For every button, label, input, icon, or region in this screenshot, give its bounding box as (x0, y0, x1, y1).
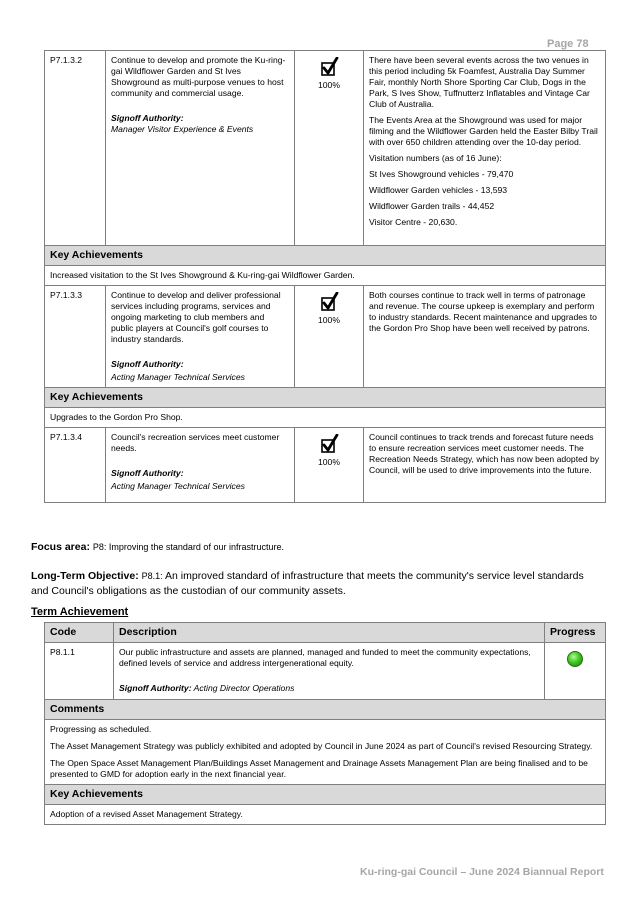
comment-text: Progressing as scheduled. (50, 724, 152, 734)
table-row (45, 643, 606, 700)
focus-area-text: P8: Improving the standard of our infrastructure. (92, 542, 284, 552)
key-achievements-text: Adoption of a revised Asset Management Strategy. (45, 805, 606, 825)
progress-cell (295, 428, 364, 503)
signoff-label: Signoff Authority: (119, 683, 192, 693)
description-text: Continue to develop and promote the Ku-ring-gai Wildflower Garden and St Ives Showground as multi-purpose venues to host community and commercial usage. (111, 55, 286, 98)
progress-percent: 100% (318, 457, 340, 467)
signoff-value: Acting Manager Technical Services (111, 481, 245, 491)
result-text: Council continues to track trends and forecast future needs to ensure recreation services meet customer needs. The Recreation Needs Strategy, which has now been adopted by Council, will be used to drive improvements into the future. (369, 432, 600, 475)
action-code: P7.1.3.4 (45, 428, 106, 503)
progress-percent: 100% (318, 80, 340, 90)
description-text: Continue to develop and deliver professional services including programs, services and ongoing marketing to club members and public players at Council's golf courses to industry standards. (111, 290, 281, 344)
page-number: Page 78 (547, 38, 589, 50)
result-text: Visitation numbers (as of 16 June): (369, 153, 502, 163)
checkbox-tick-icon (319, 57, 339, 77)
action-description (106, 428, 295, 503)
comment-text: The Open Space Asset Management Plan/Buildings Asset Management and Drainage Assets Management Plan are being finalised and to be presented to GMD for adoption early in the next financial year. (50, 758, 588, 779)
result-text: Both courses continue to track well in terms of patronage and revenue. The course upkeep is exemplary and perform to industry standards. Recent maintenance and upgrades to the Gordon Pro Shop have been well received by patrons. (369, 290, 597, 333)
action-description (106, 286, 295, 388)
table-row (45, 286, 606, 388)
objective-description (114, 643, 545, 700)
key-achievements-heading: Key Achievements (45, 388, 606, 408)
signoff-label: Signoff Authority: (111, 468, 184, 478)
comments-heading: Comments (45, 700, 606, 720)
key-achievements-heading: Key Achievements (45, 246, 606, 266)
description-text: Council's recreation services meet customer needs. (111, 432, 280, 453)
comment-text: The Asset Management Strategy was publicly exhibited and adopted by Council in June 2024 as part of Council's revised Resourcing Strategy. (50, 741, 593, 751)
signoff-value: Acting Manager Technical Services (111, 372, 245, 382)
header-progress: Progress (545, 623, 606, 643)
description-text: Our public infrastructure and assets are planned, managed and funded to meet the community expectations, defined levels of service and address intergenerational equity. (119, 647, 531, 668)
result-cell (364, 286, 606, 388)
checkbox-tick-icon (319, 292, 339, 312)
checkbox-tick-icon (319, 434, 339, 454)
result-text: Wildflower Garden vehicles - 13,593 (369, 185, 508, 195)
focus-area (31, 541, 284, 553)
result-cell (364, 51, 606, 246)
term-achievement-table (44, 622, 606, 825)
signoff-label: Signoff Authority: (111, 359, 184, 369)
actions-table (44, 50, 606, 503)
objective-label: Long-Term Objective: (31, 570, 139, 582)
progress-cell (295, 51, 364, 246)
comments-cell (45, 720, 606, 785)
result-cell (364, 428, 606, 503)
result-text: St Ives Showground vehicles - 79,470 (369, 169, 514, 179)
objective-code: P8.1: (141, 571, 163, 581)
progress-percent: 100% (318, 315, 340, 325)
header-description: Description (114, 623, 545, 643)
key-achievements-heading: Key Achievements (45, 785, 606, 805)
signoff-label: Signoff Authority: (111, 113, 184, 123)
progress-cell (295, 286, 364, 388)
result-text: Visitor Centre - 20,630. (369, 217, 458, 227)
focus-area-label: Focus area: (31, 541, 90, 553)
action-code: P7.1.3.3 (45, 286, 106, 388)
table-header-row (45, 623, 606, 643)
status-green-icon (567, 651, 583, 667)
page-footer: Ku-ring-gai Council – June 2024 Biannual Report (360, 866, 604, 878)
term-achievement-heading: Term Achievement (31, 606, 129, 618)
objective-text: An improved standard of infrastructure that meets the community's service level standards and Council's obligations as the custodian of our community assets. (31, 570, 584, 597)
table-row (45, 51, 606, 246)
long-term-objective (31, 569, 591, 599)
key-achievements-text: Upgrades to the Gordon Pro Shop. (45, 408, 606, 428)
objective-code-cell: P8.1.1 (45, 643, 114, 700)
table-row (45, 428, 606, 503)
result-text: The Events Area at the Showground was used for major filming and the Wildflower Garden held the Easter Bilby Trail with over 650 children attending over the 10-day period. (369, 115, 598, 147)
header-code: Code (45, 623, 114, 643)
progress-cell (545, 643, 606, 700)
action-description (106, 51, 295, 246)
key-achievements-text: Increased visitation to the St Ives Showground & Ku-ring-gai Wildflower Garden. (45, 266, 606, 286)
result-text: There have been several events across the two venues in this period including 5k Foamfest, Australia Day Summer Fair, monthly North Shore Sporting Car Club, Dogs in the Park, S Ives Show, Tuffnutterz Inflatables and Vintage Car Club of Australia. (369, 55, 590, 109)
action-code: P7.1.3.2 (45, 51, 106, 246)
signoff-value: Manager Visitor Experience & Events (111, 124, 254, 134)
signoff-value: Acting Director Operations (191, 683, 295, 693)
result-text: Wildflower Garden trails - 44,452 (369, 201, 495, 211)
